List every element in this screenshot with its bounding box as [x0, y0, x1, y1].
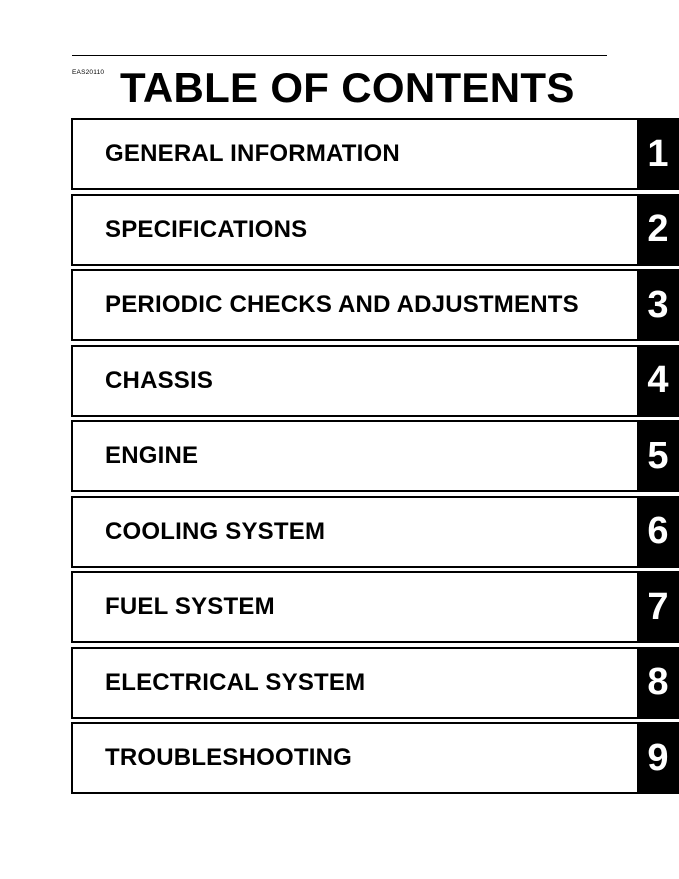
toc-label-box — [71, 118, 637, 190]
toc-entry-chassis[interactable] — [71, 345, 679, 417]
toc-entry-periodic-checks[interactable] — [71, 269, 679, 341]
toc-entry-cooling-system[interactable] — [71, 496, 679, 568]
toc-entry-electrical-system[interactable] — [71, 647, 679, 719]
toc-entry-general-information[interactable] — [71, 118, 679, 190]
toc-label-box — [71, 194, 637, 266]
toc-label: PERIODIC CHECKS AND ADJUSTMENTS — [105, 291, 579, 318]
header-rule — [72, 55, 607, 56]
chapter-tab[interactable]: 7 — [637, 571, 679, 643]
chapter-tab[interactable]: 2 — [637, 194, 679, 266]
document-code: EAS20110 — [72, 69, 105, 76]
chapter-tab[interactable]: 8 — [637, 647, 679, 719]
toc-label: GENERAL INFORMATION — [105, 140, 400, 167]
chapter-tab[interactable]: 4 — [637, 345, 679, 417]
chapter-tab[interactable]: 1 — [637, 118, 679, 190]
toc-list — [71, 118, 679, 798]
chapter-tab[interactable]: 9 — [637, 722, 679, 794]
toc-label-box — [71, 345, 637, 417]
toc-label: COOLING SYSTEM — [105, 517, 326, 545]
toc-label-box — [71, 269, 637, 341]
chapter-tab[interactable]: 5 — [637, 420, 679, 492]
toc-label-box — [71, 496, 637, 568]
toc-label: ELECTRICAL SYSTEM — [105, 668, 366, 696]
toc-label: ENGINE — [105, 442, 199, 469]
toc-label-box — [71, 647, 637, 719]
chapter-tab[interactable]: 6 — [637, 496, 679, 568]
toc-entry-troubleshooting[interactable] — [71, 722, 679, 794]
chapter-tab[interactable]: 3 — [637, 269, 679, 341]
toc-entry-fuel-system[interactable] — [71, 571, 679, 643]
page-title: TABLE OF CONTENTS — [120, 64, 575, 111]
toc-label: SPECIFICATIONS — [105, 215, 308, 243]
toc-label-box — [71, 571, 637, 643]
toc-label: TROUBLESHOOTING — [105, 744, 352, 771]
toc-label: CHASSIS — [105, 366, 214, 394]
toc-label-box — [71, 722, 637, 794]
toc-label-box — [71, 420, 637, 492]
toc-label: FUEL SYSTEM — [105, 593, 275, 620]
toc-entry-engine[interactable] — [71, 420, 679, 492]
toc-entry-specifications[interactable] — [71, 194, 679, 266]
